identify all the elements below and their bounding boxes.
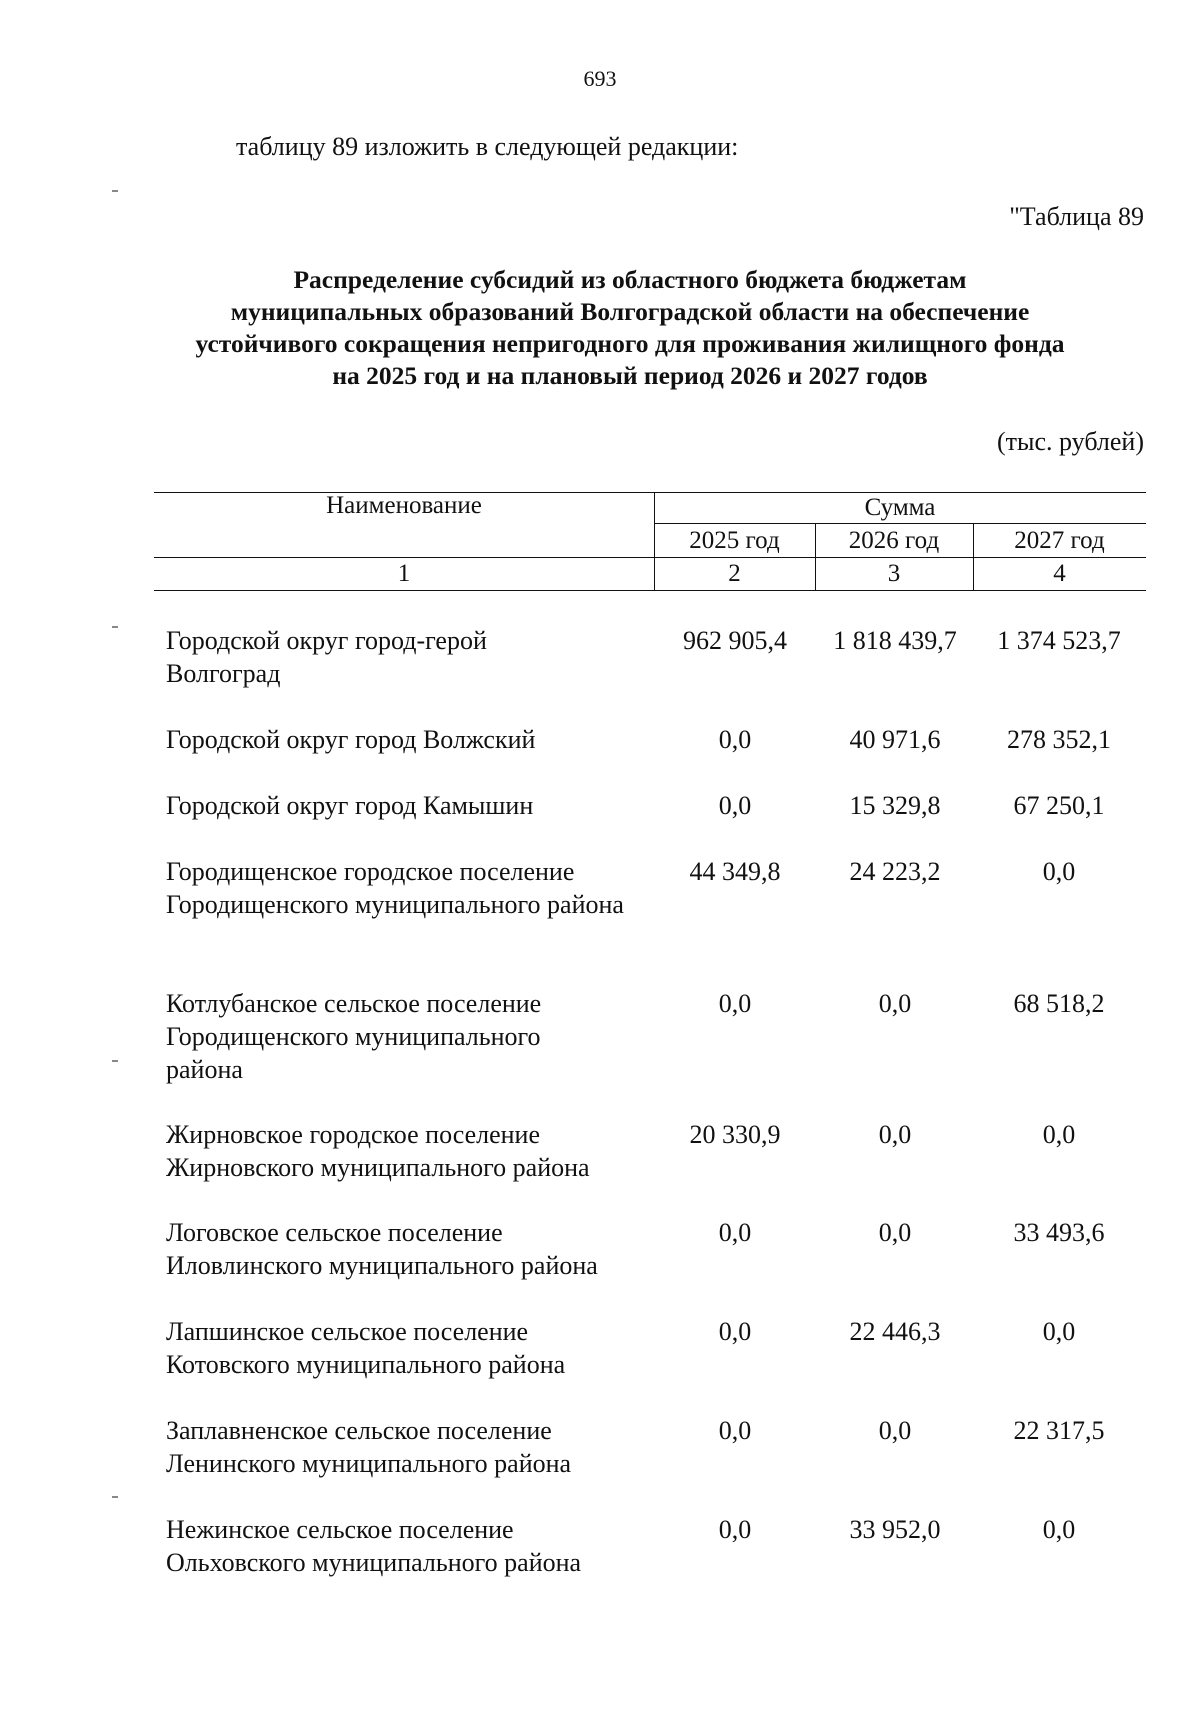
scan-speck <box>112 1060 118 1062</box>
value-2027: 278 352,1 <box>1007 725 1111 754</box>
row-name: Городищенское городское поселение Городищенского муниципального района <box>166 857 624 919</box>
intro-text: таблицу 89 изложить в следующей редакции: <box>236 132 739 161</box>
value-2026: 0,0 <box>878 1120 912 1149</box>
value-2027: 0,0 <box>1042 1120 1076 1149</box>
value-2025: 0,0 <box>718 989 752 1018</box>
row-name: Заплавненское сельское поселение Ленинского муниципального района <box>166 1416 572 1478</box>
value-2026: 0,0 <box>878 989 912 1018</box>
header-year-2026: 2026 год <box>848 527 940 554</box>
value-2025: 0,0 <box>718 1317 752 1346</box>
scan-speck <box>112 190 118 192</box>
document-title <box>130 264 1130 392</box>
column-number: 1 <box>397 560 411 587</box>
value-2026: 33 952,0 <box>849 1515 941 1544</box>
column-number: 4 <box>1053 560 1066 587</box>
title-line: муниципальных образований Волгоградской области на обеспечение <box>230 297 1030 326</box>
table-reference: "Таблица 89 <box>1009 202 1144 231</box>
value-2026: 15 329,8 <box>849 791 941 820</box>
value-2027: 0,0 <box>1042 1317 1076 1346</box>
row-name: Котлубанское сельское поселение Городищенского муниципального района <box>166 989 542 1084</box>
header-year-2025: 2025 год <box>689 527 780 554</box>
value-2026: 0,0 <box>878 1218 912 1247</box>
scan-speck <box>112 1496 118 1498</box>
value-2027: 0,0 <box>1042 1515 1076 1544</box>
value-2025: 44 349,8 <box>689 857 781 886</box>
value-2025: 0,0 <box>718 1416 752 1445</box>
header-sum: Сумма <box>864 494 936 521</box>
header-sum-rule <box>654 523 1146 524</box>
value-2027: 22 317,5 <box>1013 1416 1105 1445</box>
column-number: 3 <box>887 560 901 587</box>
value-2026: 40 971,6 <box>849 725 941 754</box>
header-name: Наименование <box>326 492 482 519</box>
value-2026: 1 818 439,7 <box>833 626 957 655</box>
value-2025: 0,0 <box>718 725 752 754</box>
units-label: (тыс. рублей) <box>996 427 1144 456</box>
header-year-2027: 2027 год <box>1014 527 1105 554</box>
row-name: Городской округ город Камышин <box>166 791 534 820</box>
page-number: 693 <box>583 66 617 91</box>
value-2027: 67 250,1 <box>1013 791 1105 820</box>
header-bottom-rule <box>154 590 1146 591</box>
value-2026: 24 223,2 <box>849 857 941 886</box>
value-2025: 0,0 <box>718 1515 752 1544</box>
value-2027: 0,0 <box>1042 857 1076 886</box>
header-years-rule <box>154 557 1146 558</box>
title-line: на 2025 год и на плановый период 2026 и 2027 годов <box>332 361 928 390</box>
value-2025: 0,0 <box>718 1218 752 1247</box>
scan-speck <box>112 626 118 628</box>
value-2027: 68 518,2 <box>1013 989 1105 1018</box>
row-name: Городской округ город Волжский <box>166 725 536 754</box>
value-2025: 20 330,9 <box>689 1120 781 1149</box>
row-name: Лапшинское сельское поселение Котовского муниципального района <box>166 1317 566 1379</box>
column-number: 2 <box>728 560 741 587</box>
row-name: Нежинское сельское поселение Ольховского муниципального района <box>166 1515 582 1577</box>
title-line: Распределение субсидий из областного бюджета бюджетам <box>293 265 967 294</box>
row-name: Жирновское городское поселение Жирновского муниципального района <box>166 1120 590 1182</box>
value-2027: 1 374 523,7 <box>997 626 1121 655</box>
value-2025: 0,0 <box>718 791 752 820</box>
value-2025: 962 905,4 <box>683 626 787 655</box>
value-2026: 0,0 <box>878 1416 912 1445</box>
row-name: Городской округ город-герой Волгоград <box>166 626 487 688</box>
title-line: устойчивого сокращения непригодного для проживания жилищного фонда <box>195 329 1065 358</box>
row-name: Логовское сельское поселение Иловлинского муниципального района <box>166 1218 598 1280</box>
value-2026: 22 446,3 <box>849 1317 941 1346</box>
value-2027: 33 493,6 <box>1013 1218 1105 1247</box>
